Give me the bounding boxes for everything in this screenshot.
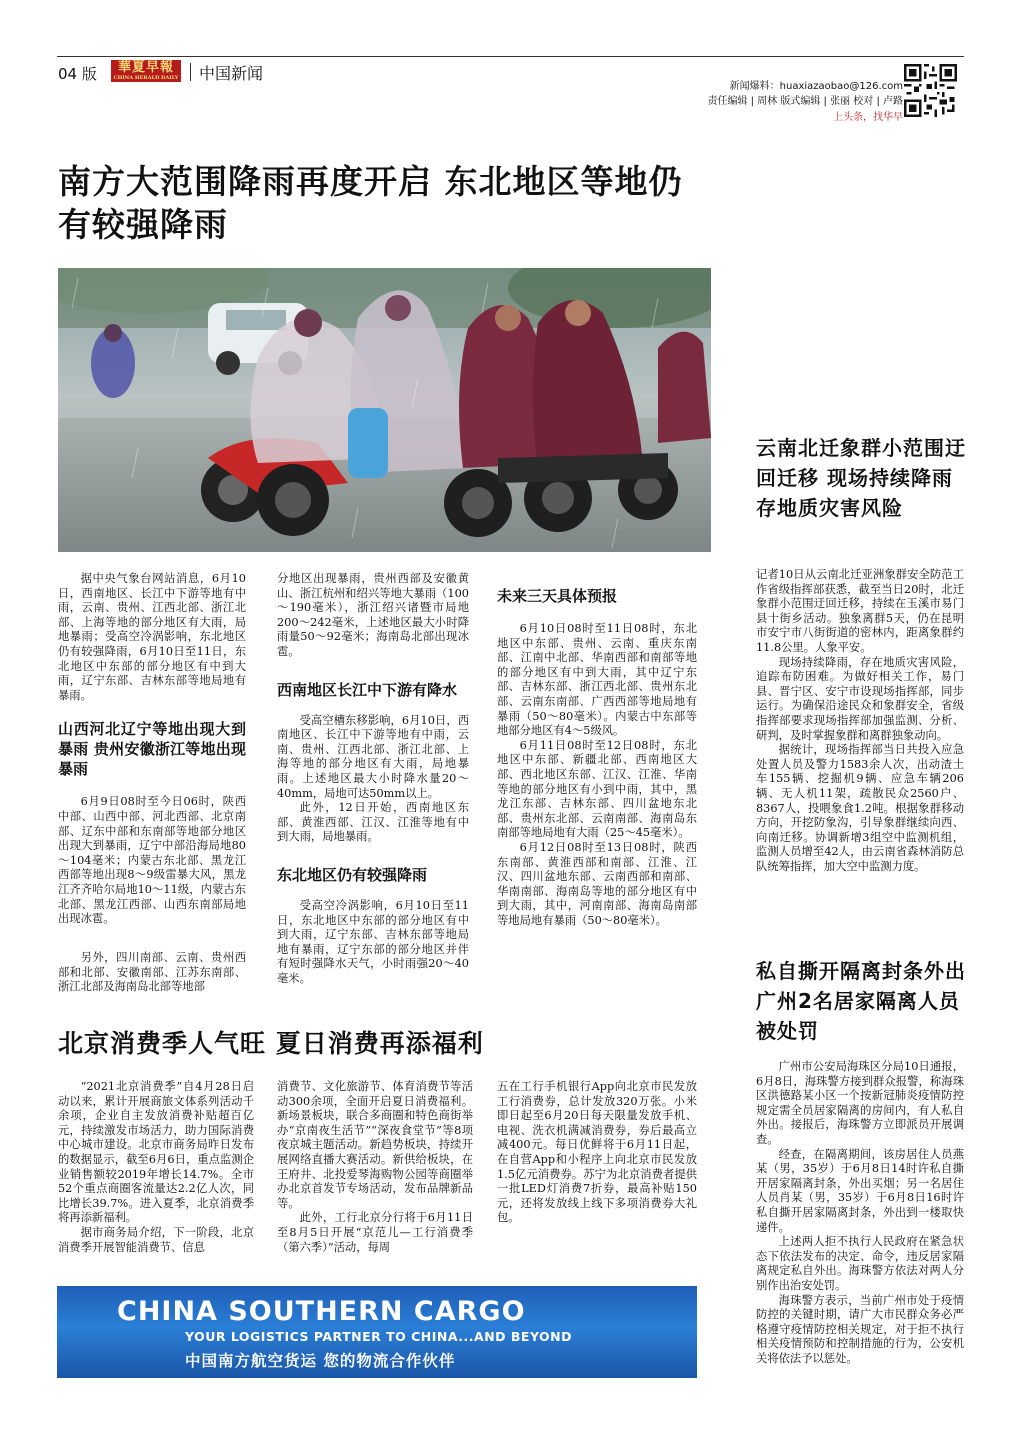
ad-chinese-tagline: 中国南方航空货运 您的物流合作伙伴 bbox=[185, 1352, 456, 1370]
subheading: 山西河北辽宁等地出现大到暴雨 贵州安徽浙江等地出现暴雨 bbox=[58, 720, 246, 779]
paragraph: 另外，四川南部、云南、贵州西部和北部、安徽南部、江苏东南部、浙江北部及海南岛北部等地部 bbox=[58, 951, 246, 994]
paragraph: 6月12日08时至13日08时，陕西东南部、黄淮西部和南部、江淮、江汉、四川盆地东部、云南西部和南部、华南南部、海南岛等地的部分地区有中到大雨，其中，河南南部、海南岛南部等地局地有暴雨（50～80毫米）。 bbox=[497, 840, 697, 927]
paragraph: 6月9日08时至今日06时，陕西中部、山西中部、河北西部、北京南部、辽东中部和东南部等地部分地区出现大到暴雨，辽宁中部沿海局地80～104毫米；内蒙古东北部、黑龙江西部等地出现8～9级雷暴大风，黑龙江齐齐哈尔局地10～11级，内蒙古东北部、黑龙江西部、山西东南部局地出现冰雹。 bbox=[58, 795, 246, 926]
rain-column-2 bbox=[277, 572, 469, 986]
subheading: 未来三天具体预报 bbox=[497, 587, 618, 605]
china-southern-cargo-ad[interactable] bbox=[57, 1286, 697, 1378]
paragraph: 据统计，现场指挥部当日共投入应急处置人员及警力1583余人次，出动渣土车155辆、挖掘机9辆、应急车辆206辆、无人机11架，疏散民众2560户、8367人，投喂象食1.2吨。根据象群移动方向，开挖防象沟，引导象群继续向西、向南迁移。协调新增3组空中监测机组，监测人员增至42人，由云南省森林消防总队统筹指挥，加大空中监测力度。 bbox=[756, 743, 964, 873]
headline-quarantine: 私自撕开隔离封条外出 广州2名居家隔离人员被处罚 bbox=[756, 959, 966, 1043]
paragraph: 受高空槽东移影响，6月10日，西南地区、长江中下游等地有中雨，云南、贵州、江西北部、浙江北部、上海等地的部分地区有大雨，局地暴雨。上述地区最大小时降水量20～40mm，局地可达50mm以上。 bbox=[277, 713, 469, 800]
elephant-body bbox=[756, 568, 964, 874]
editor-line: 责任编辑 | 周林 版式编辑 | 张丽 校对 | 卢路 bbox=[707, 96, 903, 107]
subheading: 东北地区仍有较强降雨 bbox=[277, 865, 428, 884]
consumption-column-1 bbox=[58, 1080, 254, 1255]
edition-number: 04 版 bbox=[58, 65, 97, 83]
consumption-column-2 bbox=[277, 1080, 473, 1255]
quarantine-body bbox=[756, 1060, 964, 1366]
headline-rain: 南方大范围降雨再度开启 东北地区等地仍有较强降雨 bbox=[58, 162, 683, 244]
headline-elephants: 云南北迁象群小范围迂回迁移 现场持续降雨存地质灾害风险 bbox=[756, 436, 966, 520]
paragraph: “2021北京消费季”自4月28日启动以来，累计开展商旅文体系列活动千余项，企业自主发放消费补贴超百亿元，持续激发市场活力，助力国际消费中心城市建设。北京市商务局昨日发布的数据显示，截至6月6日，重点监测企业销售额较2019年增长14.7%。全市52个重点商圈客流量达2.2亿人次，同比增长39.7%。进入夏季，北京消费季将再添新福利。 bbox=[58, 1080, 254, 1225]
paragraph: 消费节、文化旅游节、体育消费节等活动300余项，全面开启夏日消费福利。新场景板块，联合多商圈和特色商街举办“京南夜生活节”“深夜食堂节”等8项夜京城主题活动。新趋势板块，持续开展网络直播大赛活动。新供给板块，在王府井、北投爱琴海购物公园等商圈举办北京首发节专场活动，发布品牌新品等。 bbox=[277, 1080, 473, 1210]
ad-headline: CHINA SOUTHERN CARGO bbox=[117, 1296, 526, 1327]
paragraph: 海珠警方表示，当前广州市处于疫情防控的关键时期，请广大市民群众务必严格遵守疫情防控相关规定，对于拒不执行相关疫情预防和控制措施的行为，公安机关将依法予以惩处。 bbox=[756, 1293, 964, 1365]
paragraph: 记者10日从云南北迁亚洲象群安全防范工作省级指挥部获悉，截至当日20时，北迁象群小范围迂回迁移，持续在玉溪市易门县十街乡活动。独象离群5天，仍在昆明市安宁市八街街道的密林内，距离象群约11.8公里。人象平安。 bbox=[756, 568, 964, 654]
paragraph: 上述两人拒不执行人民政府在紧急状态下依法发布的决定、命令，违反居家隔离规定私自外出。海珠警方依法对两人分别作出治安处罚。 bbox=[756, 1235, 964, 1292]
paragraph: 现场持续降雨，存在地质灾害风险，追踪布防困难。为做好相关工作，易门县、晋宁区、安宁市设现场指挥部，同步运行。为确保沿途民众和象群安全，省级指挥部要求现场指挥部加强监测、分析、研判，及时掌握象群和离群独象动向。 bbox=[756, 655, 964, 742]
paragraph: 此外，工行北京分行将于6月11日至8月5日开展“京范儿—工行消费季（第六季）”活动，每周 bbox=[277, 1211, 473, 1254]
newspaper-logo[interactable] bbox=[111, 60, 181, 82]
paragraph: 经查，在隔离期间，该房居住人员燕某（男，35岁）于6月8日14时许私自撕开居家隔离封条，外出买烟；另一名居住人员肖某（男，35岁）于6月8日16时许私自撕开居家隔离封条，外出到一楼取快递件。 bbox=[756, 1147, 964, 1234]
paragraph: 据市商务局介绍，下一阶段，北京消费季开展智能消费节、信息 bbox=[58, 1225, 254, 1254]
paragraph: 6月11日08时至12日08时，东北地区中东部、新疆北部、西南地区大部、西北地区东部、江汉、江淮、华南等地的部分地区有小到中雨，其中，黑龙江东部、吉林东部、四川盆地东北部、贵州东北部、云南南部、海南岛东南部等地局地有大雨（25～45毫米）。 bbox=[497, 738, 697, 840]
rain-column-1 bbox=[58, 572, 246, 995]
section-name: 中国新闻 bbox=[199, 64, 264, 83]
paragraph: 广州市公安局海珠区分局10日通报，6月8日，海珠警方接到群众报警，称海珠区洪德路某小区一个按新冠肺炎疫情防控规定需全员居家隔离的房间内，有人私自外出。接报后，海珠警方立即派员开展调查。 bbox=[756, 1060, 964, 1146]
logo-subtext: CHINA HERALD DAILY bbox=[113, 75, 179, 81]
top-rule bbox=[57, 56, 964, 57]
rain-column-3 bbox=[497, 586, 697, 928]
subheading: 西南地区长江中下游有降水 bbox=[277, 680, 458, 699]
paragraph: 此外，12日开始，西南地区东部、黄淮西部、江汉、江淮等地有中到大雨，局地暴雨。 bbox=[277, 801, 469, 844]
contact-line: 新闻爆料：huaxiazaobao@126.com bbox=[729, 81, 903, 92]
ad-tagline: YOUR LOGISTICS PARTNER TO CHINA...AND BEYOND bbox=[185, 1329, 573, 1344]
qr-code-icon[interactable] bbox=[904, 64, 957, 117]
paragraph: 据中央气象台网站消息，6月10日，西南地区、长江中下游等地有中雨，云南、贵州、江西北部、浙江北部、上海等地的部分地区有大雨，局地暴雨；受高空冷涡影响，东北地区仍有较强降雨，6月10日至11日，东北地区中东部的部分地区有中到大雨，辽宁东部、吉林东部等地局地有暴雨。 bbox=[58, 572, 246, 702]
rain-riders-photo bbox=[58, 268, 711, 552]
headline-consumption: 北京消费季人气旺 夏日消费再添福利 bbox=[58, 1029, 484, 1058]
slogan: 上头条，找华早 bbox=[833, 112, 903, 123]
header-divider bbox=[190, 63, 191, 81]
paragraph: 受高空冷涡影响，6月10日至11日，东北地区中东部的部分地区有中到大雨，辽宁东部、吉林东部等地局地有暴雨，辽宁东部的部分地区并伴有短时强降水天气，小时雨强20～40毫米。 bbox=[277, 898, 469, 985]
consumption-column-3 bbox=[497, 1080, 697, 1226]
paragraph: 五在工行手机银行App向北京市民发放工行消费券，总计发放320万张。小米即日起至6月20日每天限量发放手机、电视、洗衣机满减消费券，券后最高立减400元。每日优鲜将于6月11日起，在自营App和小程序上向北京市民发放1.5亿元消费券。苏宁为北京消费者提供一批LED灯消费7折券，最高补贴150元，还将发放线上线下多项消费券大礼包。 bbox=[497, 1080, 697, 1225]
paragraph: 6月10日08时至11日08时，东北地区中东部、贵州、云南、重庆东南部、江南中北部、华南西部和南部等地的部分地区有中到大雨，其中辽宁东部、吉林东部、浙江西北部、贵州东北部、云南东南部、广西西部等地局地有暴雨（50～80毫米）。内蒙古中东部等地部分地区有4～5级风。 bbox=[497, 622, 697, 738]
logo-text: 華夏早報 bbox=[117, 60, 174, 75]
contact-block bbox=[707, 79, 903, 109]
paragraph: 分地区出现暴雨，贵州西部及安徽黄山、浙江杭州和绍兴等地大暴雨（100～190毫米），浙江绍兴诸暨市局地200～242毫米，上述地区最大小时降雨量50～92毫米；海南岛北部出现冰雹。 bbox=[277, 572, 469, 658]
